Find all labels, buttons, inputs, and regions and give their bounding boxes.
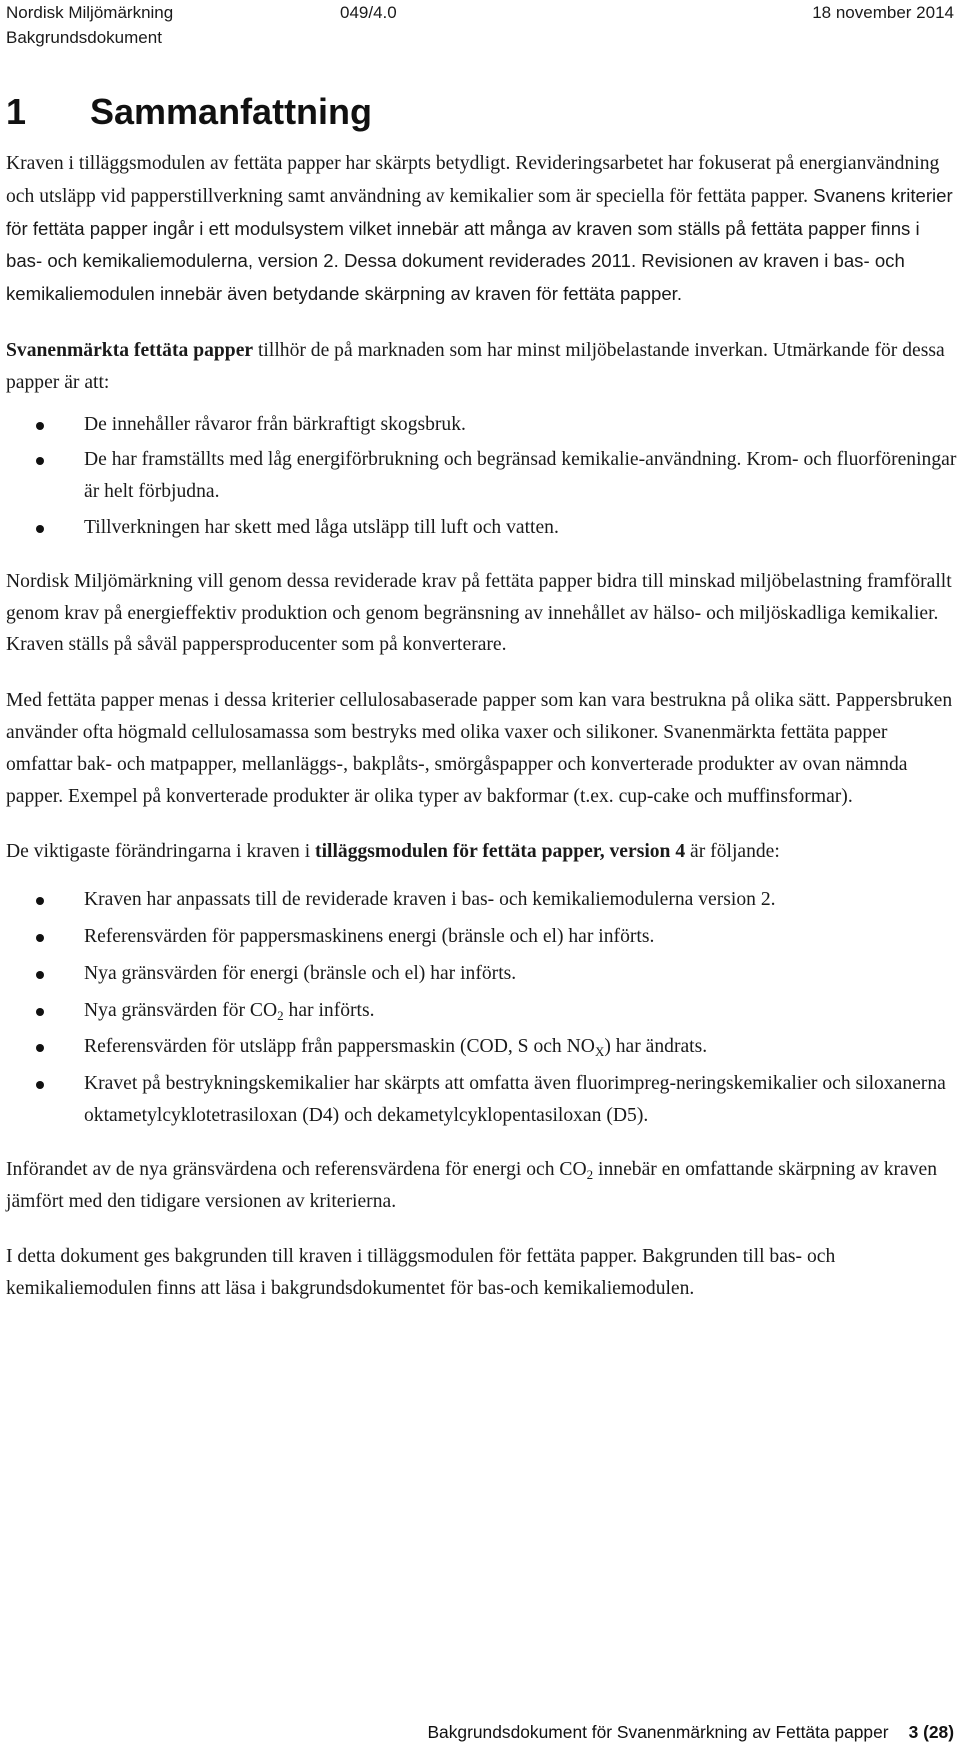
bullet-icon: [36, 897, 44, 905]
section-heading: [6, 90, 372, 134]
bullet-icon: [36, 422, 44, 430]
header-code: 049/4.0: [340, 3, 397, 22]
bullet-icon: [36, 525, 44, 533]
changes-intro-end: är följande:: [685, 841, 780, 863]
paragraph-scope: I detta dokument ges bakgrunden till kraven i tilläggsmodulen för fettäta papper. Bakgrunden till bas- och kemikaliemodulen finns att läsa i bakgrundsdokumentet för bas-och kemikaliemodulen.: [6, 1246, 836, 1300]
paragraph-changes-intro: [6, 836, 958, 868]
list-item-text: Nya gränsvärden för CO: [84, 999, 278, 1021]
header-org: Nordisk Miljömärkning: [6, 3, 174, 22]
paragraph-summary: [6, 148, 958, 311]
paragraph-impact: [6, 1154, 958, 1218]
changes-intro-text: De viktigaste förändringarna i kraven i: [6, 841, 316, 863]
bullet-icon: [36, 457, 44, 465]
bullet-list-characteristics: [6, 409, 958, 544]
list-item-text: Kraven har anpassats till de reviderade kraven i bas- och kemikaliemodulerna version 2.: [84, 889, 776, 911]
list-item-text: Referensvärden för pappersmaskinens energi (bränsle och el) har införts.: [84, 925, 655, 947]
subscript: 2: [277, 1007, 284, 1023]
list-item-text-end: har införts.: [283, 999, 375, 1021]
header-date: 18 november 2014: [812, 3, 954, 22]
impact-text-end: innebär en omfattande skärpning av kraven jämfört med den tidigare versionen av kriterierna.: [6, 1158, 938, 1212]
subscript: 2: [586, 1166, 594, 1182]
impact-text: Införandet av de nya gränsvärdena och referensvärdena för energi och CO: [6, 1158, 587, 1180]
paragraph-goal: Nordisk Miljömärkning vill genom dessa reviderade krav på fettäta papper bidra till minskad miljöbelastning framförallt genom krav på energieffektiv produktion och genom begränsning av innehållet av hälso- och miljöskadliga kemikalier. Kraven ställs på såväl pappersproducenter som på konverterare.: [6, 570, 952, 656]
list-item-text: Tillverkningen har skett med låga utsläpp till luft och vatten.: [84, 516, 559, 538]
page-footer: [427, 1722, 954, 1743]
document-body: [6, 148, 958, 1329]
section-title: Sammanfattning: [90, 91, 373, 132]
bullet-icon: [36, 1008, 44, 1016]
list-item-text: Kravet på bestrykningskemikalier har skärpts att omfatta även fluorimpreg-neringskemikalier och siloxanerna oktametylcyklotetrasiloxan (D4) och dekametylcyklopentasiloxan (D5).: [84, 1073, 946, 1126]
bullet-icon: [36, 934, 44, 942]
paragraph-characteristics: [6, 335, 958, 399]
footer-text: Bakgrundsdokument för Svanenmärkning av Fettäta papper: [427, 1722, 889, 1742]
list-item-text: Nya gränsvärden för energi (bränsle och el) har införts.: [84, 962, 517, 984]
list-item: [6, 884, 958, 916]
list-item: [6, 1031, 958, 1063]
header-doctype: Bakgrundsdokument: [6, 28, 162, 47]
list-item-text: De innehåller råvaror från bärkraftigt skogsbruk.: [84, 413, 466, 435]
list-item: [6, 921, 958, 953]
bullet-icon: [36, 971, 44, 979]
paragraph-summary-part1: Kraven i tilläggsmodulen av fettäta papper har skärpts betydligt. Revideringsarbetet har fokuserat på energianvändning och utsläpp vid papperstillverkning samt användning av kemikalier som är speciella för fettäta papper.: [6, 153, 940, 207]
page-header: [6, 0, 954, 50]
subscript: X: [594, 1044, 605, 1060]
bullet-icon: [36, 1044, 44, 1052]
bullet-icon: [36, 1081, 44, 1089]
list-item: [6, 958, 958, 990]
list-item-text-end: ) har ändrats.: [604, 1036, 708, 1058]
list-item: [6, 444, 958, 508]
list-item: [6, 1068, 958, 1132]
list-item: [6, 512, 958, 544]
list-item-text: Referensvärden för utsläpp från pappersmaskin (COD, S och NO: [84, 1036, 595, 1058]
list-item-text: De har framställts med låg energiförbrukning och begränsad kemikalie-användning. Krom- och fluorföreningar är helt förbjudna.: [84, 449, 957, 503]
bold-module-name: tilläggsmodulen för fettäta papper, version 4: [315, 841, 686, 863]
bold-term: Svanenmärkta fettäta papper: [6, 339, 254, 361]
paragraph-characteristics-text: tillhör de på marknaden som har minst miljöbelastande inverkan. Utmärkande för dessa papper är att:: [6, 339, 945, 393]
page-number: 3 (28): [908, 1722, 954, 1742]
paragraph-summary-part2: Svanens kriterier för fettäta papper ingår i ett modulsystem vilket innebär att många av kraven som ställs på fettäta papper finns i bas- och kemikaliemodulerna, version 2. Dessa dokument reviderades 2011. Revisionen av kraven i bas- och kemikaliemodulen innebär även betydande skärpning av kraven för fettäta papper.: [6, 184, 953, 305]
paragraph-definition: Med fettäta papper menas i dessa kriterier cellulosabaserade papper som kan vara bestrukna på olika sätt. Pappersbruken använder ofta högmald cellulosamassa som bestryks med olika vaxer och silikoner. Svanenmärkta fettäta papper omfattar bak- och matpapper, mellanläggs-, bakplåts-, smörgåspapper och konverterade produkter av ovan nämnda papper. Exempel på konverterade produkter är olika typer av bakformar (t.ex. cup-cake och muffinsformar).: [6, 690, 953, 807]
list-item: [6, 995, 958, 1027]
list-item: [6, 409, 958, 441]
bullet-list-changes: [6, 884, 958, 1132]
section-number: 1: [6, 91, 27, 132]
